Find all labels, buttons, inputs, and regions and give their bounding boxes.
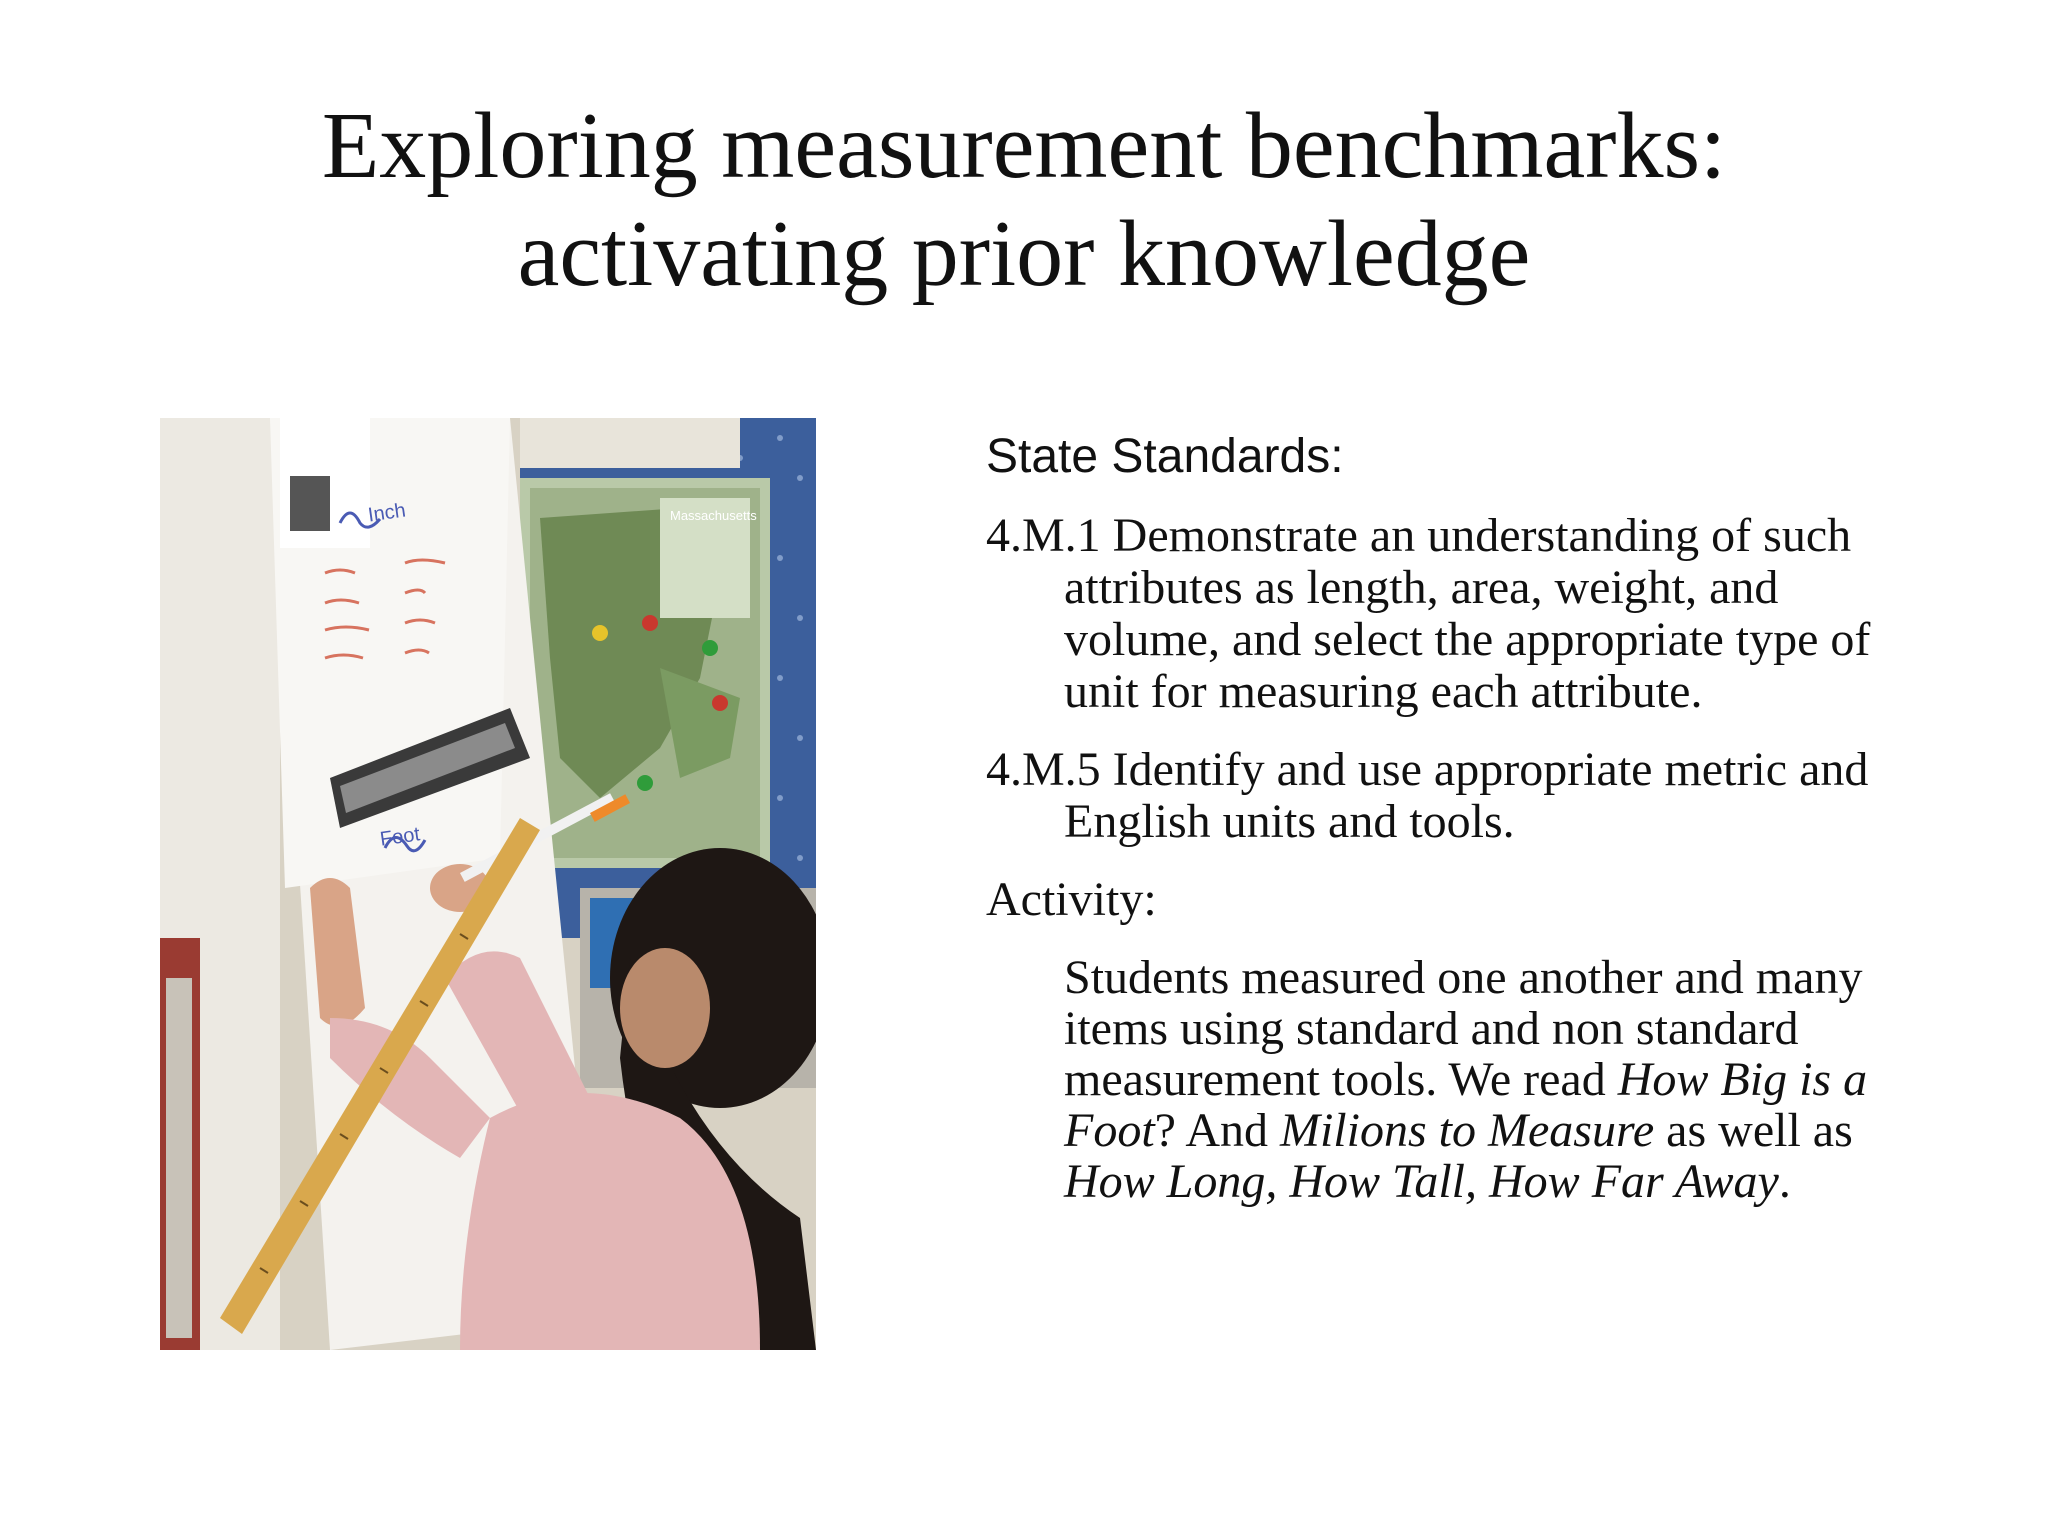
book-title-milions-to-measure: Milions to Measure — [1279, 1104, 1655, 1157]
standards-column — [986, 430, 1886, 1207]
book-title-how-big-is-a-foot: How Big is a Foot — [1064, 1053, 1868, 1157]
activity-text-3: as well as — [1654, 1104, 1853, 1157]
activity-text-1: Students measured one another and many items using standard and non standard measurement tools. We read — [1064, 951, 1863, 1106]
slide-title — [0, 92, 2048, 308]
standard-4m1: 4.M.1 Demonstrate an understanding of such attributes as length, area, weight, and volume, and select the appropriate type of unit for measuring each attribute. — [986, 509, 1871, 718]
activity-text-4: . — [1778, 1155, 1791, 1208]
standards-heading: State Standards: — [986, 430, 1344, 483]
chart-heading-foot: Foot — [378, 823, 422, 851]
title-line-1: Exploring measurement benchmarks: — [321, 94, 1727, 198]
activity-description — [986, 952, 1886, 1207]
activity-label: Activity: — [986, 873, 1157, 926]
standard-4m5: 4.M.5 Identify and use appropriate metric and English units and tools. — [986, 743, 1869, 848]
map-title: Massachusetts — [670, 508, 757, 523]
book-title-how-long-how-tall: How Long, How Tall, How Far Away — [1064, 1155, 1779, 1208]
classroom-photo — [160, 418, 816, 1350]
chart-heading-inch: Inch — [366, 499, 408, 527]
activity-text-2: ? And — [1154, 1104, 1280, 1157]
title-line-2: activating prior knowledge — [517, 202, 1531, 306]
